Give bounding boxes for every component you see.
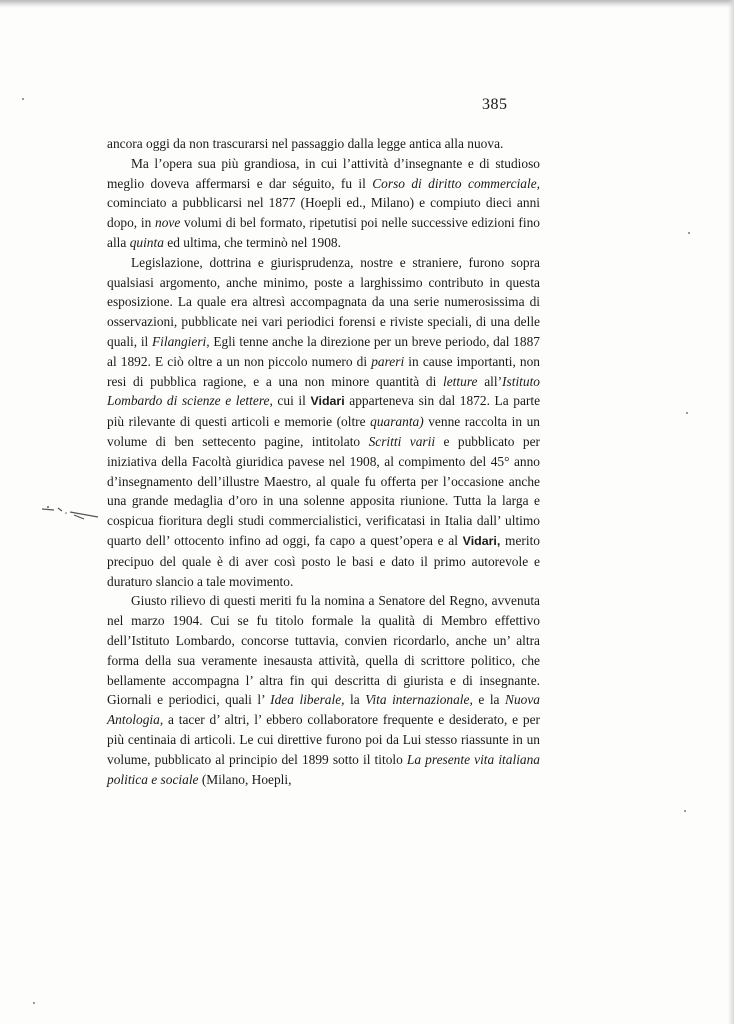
text-run: la xyxy=(344,692,366,708)
text-run: ed ultima, che terminò nel 1908. xyxy=(163,234,341,250)
italic-title: Filangieri, xyxy=(151,333,210,349)
body-text xyxy=(107,134,540,789)
dust-speck xyxy=(22,98,24,100)
text-run: Egli tenne anche la direzione per un breve periodo, dal 1887 al 1892. E ciò oltre a un non piccolo numero di xyxy=(107,333,540,369)
paragraph xyxy=(107,154,540,253)
text-run: Giusto rilievo di questi meriti fu la nomina a Senatore del Regno, avvenuta nel marzo 1904. Cui se fu titolo formale la qualità di Membro effettivo dell’Istituto Lombardo, concorse tuttavia, convien ricordarlo, anche un’ altra forma della sua veramente inesausta attività, quella di scrittore politico, che bellamente accompagna l’ altra fin qui descritta di giurista e di insegnante. Giornali e periodici, quali l’ xyxy=(107,593,540,708)
paragraph xyxy=(107,253,540,592)
italic-title: quinta xyxy=(129,234,164,250)
page-number: 385 xyxy=(482,96,508,113)
text-run: ancora oggi da non trascurarsi nel passaggio dalla legge antica alla nuova. xyxy=(107,136,504,151)
italic-title: letture xyxy=(443,373,478,389)
text-run: all’ xyxy=(477,373,503,389)
text-run: in cause importanti, non resi di pubblica ragione, e a una non minore quantità di xyxy=(107,353,540,389)
text-run: cominciato a pubblicarsi nel 1877 (Hoepli ed., Milano) e compiuto dieci anni dopo, in xyxy=(107,195,540,231)
dust-speck xyxy=(686,412,688,414)
page-right-shadow xyxy=(728,0,734,1024)
text-run: Legislazione, dottrina e giurisprudenza, nostre e straniere, furono sopra qualsiasi argomento, anche minimo, poste a larghissimo contributo in questa esposizione. La quale era altresì accompagnata da una serie numerosissima di osservazioni, pubblicate nei vari periodici forensi e riviste speciali, di una delle quali, il xyxy=(107,254,540,349)
text-run: merito precipuo del quale è di aver così posto le basi e dato il primo autorevole e duraturo slancio a tale movimento. xyxy=(107,532,540,589)
italic-title: quaranta) xyxy=(370,414,424,430)
text-run: cui il xyxy=(272,393,311,409)
italic-title: Nuova Antologia, xyxy=(107,692,540,728)
ink-smudge-mark xyxy=(40,503,100,521)
dust-speck xyxy=(684,810,686,812)
dust-speck xyxy=(33,1002,35,1004)
italic-title: Idea liberale, xyxy=(270,692,345,708)
text-run: e pubblicato per iniziativa della Facoltà giuridica pavese nel 1908, al compimento del 45° anno d’insegnamento dell’illustre Maestro, al quale fu offerta per l’occasione anche una grande medaglia d’oro in una solenne apposita riunione. Tutta la larga e cospicua fioritura degli studi commercialistici, verificatasi in Italia dall’ ultimo quarto dell’ ottocento infino ad oggi, fa capo a quest’opera e al xyxy=(107,433,540,548)
text-run: e la xyxy=(472,692,506,708)
paragraph xyxy=(107,591,540,789)
paragraph xyxy=(107,134,540,154)
text-run: Ma l’opera sua più grandiosa, in cui l’attività d’insegnante e di studioso meglio doveva affermarsi e dar séguito, fu il xyxy=(107,155,540,191)
dust-speck xyxy=(688,232,690,234)
italic-title: La presente vita italiana politica e sociale xyxy=(107,751,540,787)
bold-name: Vidari xyxy=(310,394,345,409)
italic-title: nove xyxy=(155,215,181,231)
italic-title: Vita internazionale, xyxy=(365,692,473,708)
text-run: (Milano, Hoepli, xyxy=(198,771,292,787)
italic-title: Corso di diritto commerciale, xyxy=(372,175,541,191)
italic-title: Scritti varii xyxy=(368,433,436,449)
italic-title: Istituto Lombardo di scienze e lettere, xyxy=(107,373,540,409)
text-run: apparteneva sin dal 1872. La parte più rilevante di questi articoli e memorie (oltre xyxy=(107,393,541,430)
bold-name: Vidari, xyxy=(462,533,501,548)
text-run: a tacer d’ altri, l’ ebbero collaboratore frequente e desiderato, e per più centinaia di articoli. Le cui direttive furono poi da Lui stesso riassunte in un volume, pubblicato al principio del 1899 sotto il titolo xyxy=(107,712,540,767)
italic-title: pareri xyxy=(371,353,405,369)
text-run: venne raccolta in un volume di ben settecento pagine, intitolato xyxy=(107,414,541,449)
page-top-shadow xyxy=(0,0,734,8)
text-run: volumi di bel formato, ripetutisi poi nelle successive edizioni fino alla xyxy=(107,215,540,250)
